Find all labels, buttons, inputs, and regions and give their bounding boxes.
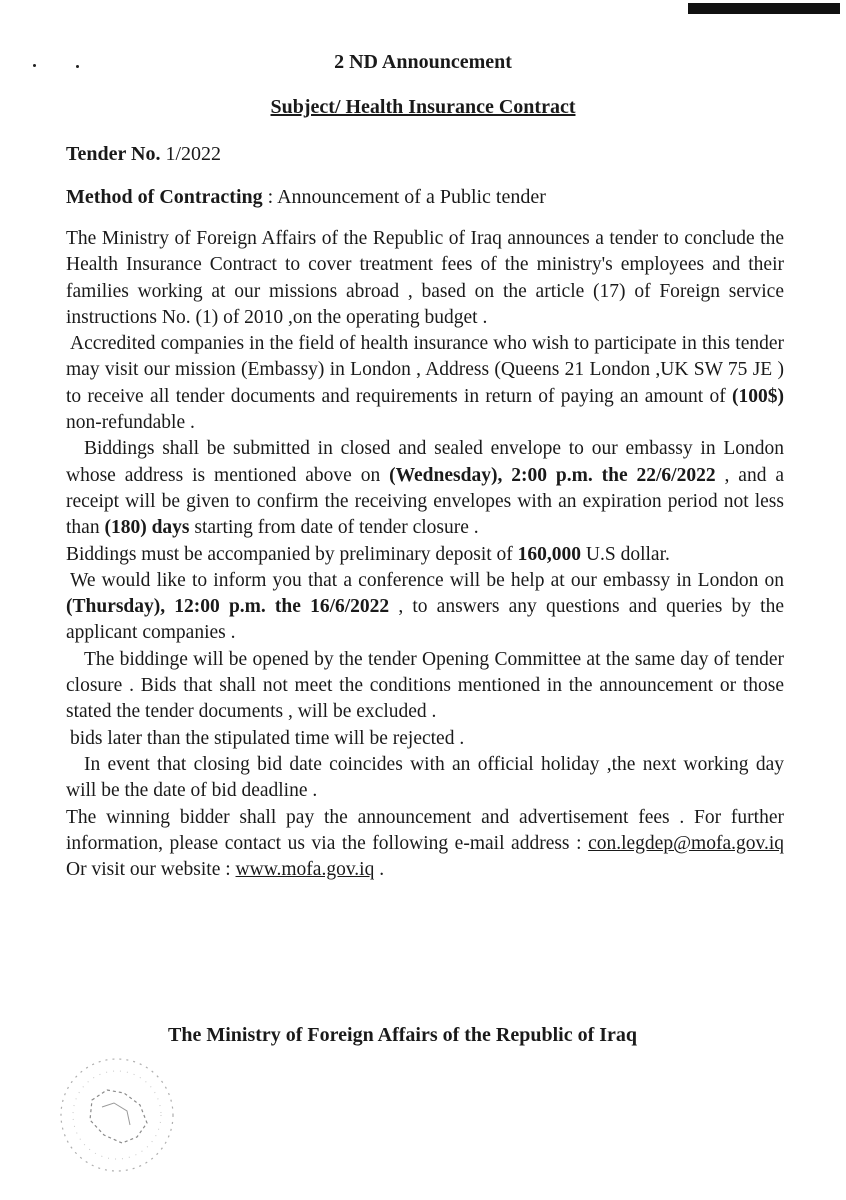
website-link[interactable]: www.mofa.gov.iq [235, 859, 375, 881]
subject-text: Subject/ Health Insurance Contract [270, 96, 576, 118]
conference-date: (Thursday), 12:00 p.m. the 16/6/2022 [66, 596, 390, 618]
fee-amount: (100$) [732, 385, 784, 407]
paragraph-text: The winning bidder shall pay the announcement and advertisement fees . For further information, please contact us via the following e-mail address : [66, 806, 784, 854]
paragraph-text: U.S dollar. [581, 543, 670, 565]
paragraph-intro: The Ministry of Foreign Affairs of the Republic of Iraq announces a tender to conclude the Health Insurance Contract to cover treatment fees of the ministry's employees and their families working at our missions abroad , based on the article (17) of Foreign service instructions No. (1) of 2010 ,on the operating budget . [66, 228, 784, 328]
announcement-body [66, 226, 784, 883]
paragraph-deposit [66, 542, 784, 568]
tender-number [66, 143, 221, 166]
paragraph-holiday: In event that closing bid date coincides with an official holiday ,the next working day will be the date of bid deadline . [66, 753, 784, 802]
email-link[interactable]: con.legdep@mofa.gov.iq [588, 832, 784, 854]
subject-heading [0, 96, 846, 119]
closing-date: (Wednesday), 2:00 p.m. the 22/6/2022 [389, 464, 716, 486]
paragraph-text: . [374, 859, 385, 881]
ministry-stamp-icon [52, 1045, 192, 1175]
paragraph-accredited-companies [66, 331, 784, 436]
validity-period: (180) days [104, 517, 190, 539]
paragraph-opening: The biddinge will be opened by the tender Opening Committee at the same day of tender closure . Bids that shall not meet the conditions mentioned in the announcement or those stated the tender documents , will be excluded . [66, 648, 784, 723]
paragraph-text: non-refundable . [66, 412, 195, 434]
paragraph-text: Biddings shall be submitted in closed and sealed envelope to our embassy in London whose address is mentioned above on [66, 438, 784, 486]
paragraph-text: , to answers any questions and queries by the applicant companies . [66, 596, 785, 644]
method-of-contracting [66, 186, 546, 209]
deposit-amount: 160,000 [517, 543, 582, 565]
paragraph-text: Or visit our website : [66, 859, 236, 881]
paragraph-conference [66, 568, 784, 647]
paragraph-submission [66, 436, 784, 541]
paragraph-text: Accredited companies in the field of health insurance who wish to participate in this tender may visit our mission (Embassy) in London , Address (Queens 21 London ,UK SW 75 JE ) to receive all tender documents and requirements in return of paying an amount of [66, 333, 784, 407]
method-value: Announcement of a Public tender [277, 186, 546, 208]
paragraph-contact [66, 805, 784, 884]
paragraph-text: Biddings must be accompanied by preliminary deposit of [66, 543, 518, 565]
announcement-title: 2 ND Announcement [334, 51, 512, 73]
tender-number-value: 1/2022 [165, 143, 222, 165]
scan-mark-bar [688, 3, 840, 14]
method-separator: : [262, 186, 278, 208]
paragraph-late-bids: bids later than the stipulated time will be rejected . [70, 727, 465, 749]
paragraph-text: We would like to inform you that a conference will be help at our embassy in London on [70, 569, 784, 591]
ministry-signature: The Ministry of Foreign Affairs of the Republic of Iraq [168, 1024, 638, 1046]
tender-number-label: Tender No. [66, 143, 161, 165]
method-label: Method of Contracting [66, 186, 263, 208]
paragraph-text: starting from date of tender closure . [189, 517, 479, 539]
paragraph-text: , and a receipt will be given to confirm the receiving envelopes with an expiration period not less than [66, 464, 785, 539]
